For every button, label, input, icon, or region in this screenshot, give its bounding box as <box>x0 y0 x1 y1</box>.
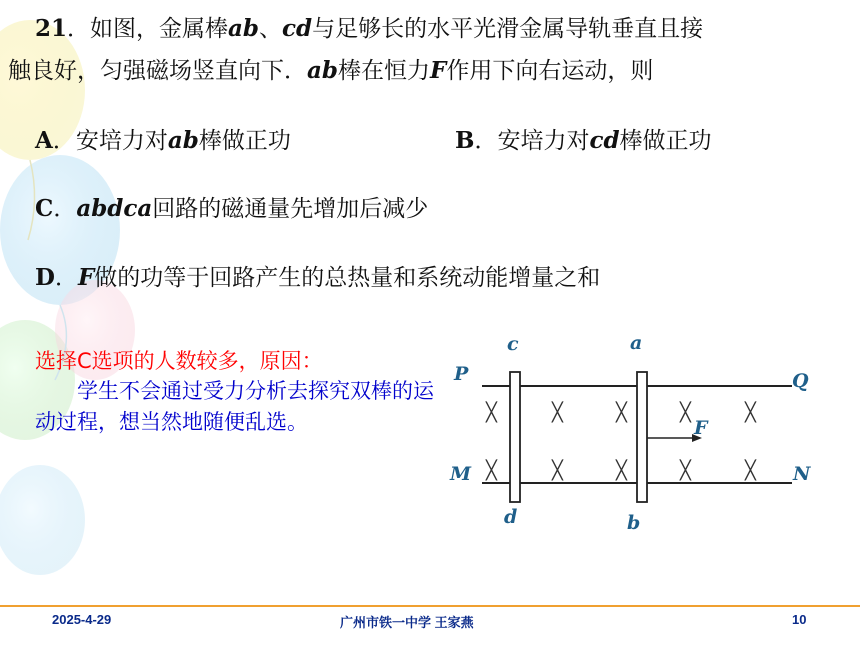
label-f: F <box>694 417 708 439</box>
field-cross: ╳ <box>745 460 756 481</box>
field-cross: ╳ <box>486 402 497 423</box>
label-b: b <box>627 512 641 534</box>
field-cross: ╳ <box>552 460 563 481</box>
label-d: d <box>504 506 518 528</box>
magnetic-field-crosses <box>485 401 757 481</box>
option-a: A．安培力对ab棒做正功 <box>35 127 291 154</box>
field-cross: ╳ <box>552 402 563 423</box>
analysis-heading: 选择C选项的人数较多，原因： <box>35 349 323 373</box>
option-c: C．abdca回路的磁通量先增加后减少 <box>35 195 429 222</box>
field-cross: ╳ <box>616 402 627 423</box>
question-line-1: 21．如图，金属棒ab、cd与足够长的水平光滑金属导轨垂直且接 <box>35 15 704 42</box>
footer-page-number: 10 <box>792 612 807 627</box>
footer-divider <box>0 605 860 607</box>
footer-author: 广州市铁一中学 王家燕 <box>340 615 474 630</box>
label-q: Q <box>792 370 809 392</box>
analysis-note <box>35 346 435 437</box>
question-line-2: 触良好，匀强磁场竖直向下．ab棒在恒力F作用下向右运动，则 <box>8 57 654 84</box>
question-number: 21 <box>35 15 68 42</box>
field-cross: ╳ <box>616 460 627 481</box>
field-cross: ╳ <box>745 402 756 423</box>
field-cross: ╳ <box>680 460 691 481</box>
rails-and-rods-diagram <box>440 330 820 540</box>
rod-ab <box>637 372 647 502</box>
slide-footer <box>0 600 860 645</box>
option-b: B．安培力对cd棒做正功 <box>455 127 712 154</box>
rod-cd <box>510 372 520 502</box>
label-m: M <box>450 463 472 485</box>
label-c: c <box>507 333 519 355</box>
analysis-body: 学生不会通过受力分析去探究双棒的运动过程，想当然地随便乱选。 <box>35 379 434 434</box>
label-a: a <box>630 332 643 354</box>
label-n: N <box>793 463 811 485</box>
field-cross: ╳ <box>486 460 497 481</box>
footer-date: 2025-4-29 <box>52 612 112 627</box>
field-cross: ╳ <box>680 402 691 423</box>
label-p: P <box>454 363 469 385</box>
option-d: D．F做的功等于回路产生的总热量和系统动能增量之和 <box>35 264 601 291</box>
